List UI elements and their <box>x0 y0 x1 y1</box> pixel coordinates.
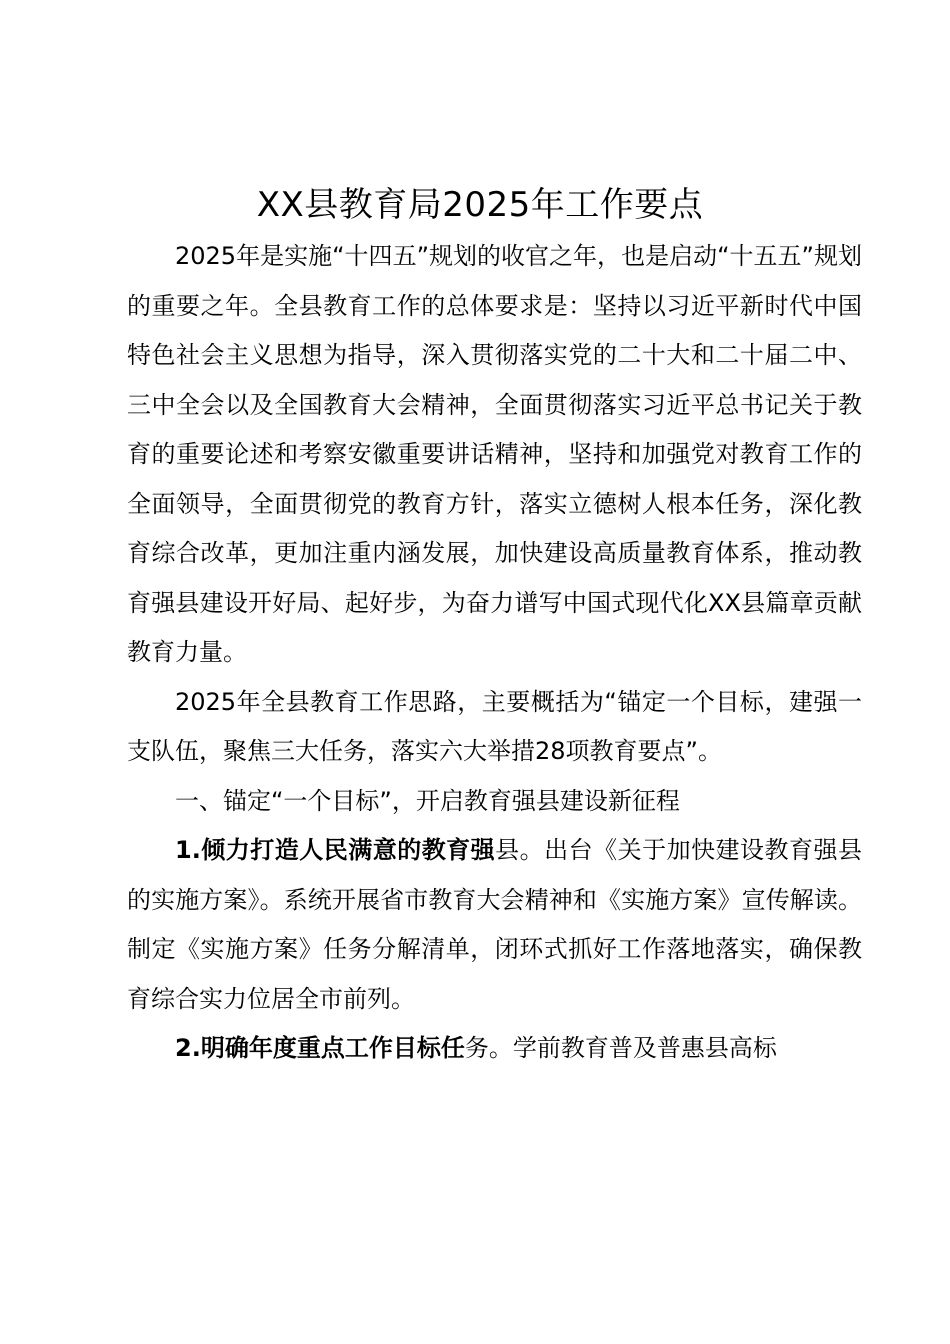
section-1-heading: 一、锚定“一个目标”，开启教育强县建设新征程 <box>175 786 680 815</box>
item-1-text: 县。出台《关于加快建设教育强县的实施方案》。系统开展省市教育大会精神和《实施方案》宣传解读。制定《实施方案》任务分解清单，闭环式抓好工作落地落实，确保教育综合实力位居全市前列。 <box>127 836 863 1013</box>
item-1-paragraph <box>127 826 862 1024</box>
item-2-text: 务。学前教育普及普惠县高标 <box>464 1034 777 1062</box>
intro-paragraph: 2025年是实施“十四五”规划的收官之年，也是启动“十五五”规划的重要之年。全县教育工作的总体要求是：坚持以习近平新时代中国特色社会主义思想为指导，深入贯彻落实党的二十大和二十届二中、三中全会以及全国教育大会精神，全面贯彻落实习近平总书记关于教育的重要论述和考察安徽重要讲话精神，坚持和加强党对教育工作的全面领导，全面贯彻党的教育方针，落实立德树人根本任务，深化教育综合改革，更加注重内涵发展，加快建设高质量教育体系，推动教育强县建设开好局、起好步，为奋力谱写中国式现代化XX县篇章贡献教育力量。 <box>127 242 862 666</box>
item-1-lead: 1.倾力打造人民满意的教育强 <box>175 836 496 864</box>
work-idea-paragraph: 2025年全县教育工作思路，主要概括为“锚定一个目标，建强一支队伍，聚焦三大任务，落实六大举措28项教育要点”。 <box>127 687 862 765</box>
document-body <box>127 232 862 1074</box>
item-2-paragraph <box>127 1024 862 1074</box>
item-2-lead: 2.明确年度重点工作目标任 <box>175 1034 465 1062</box>
document-title: XX县教育局2025年工作要点 <box>256 185 704 225</box>
